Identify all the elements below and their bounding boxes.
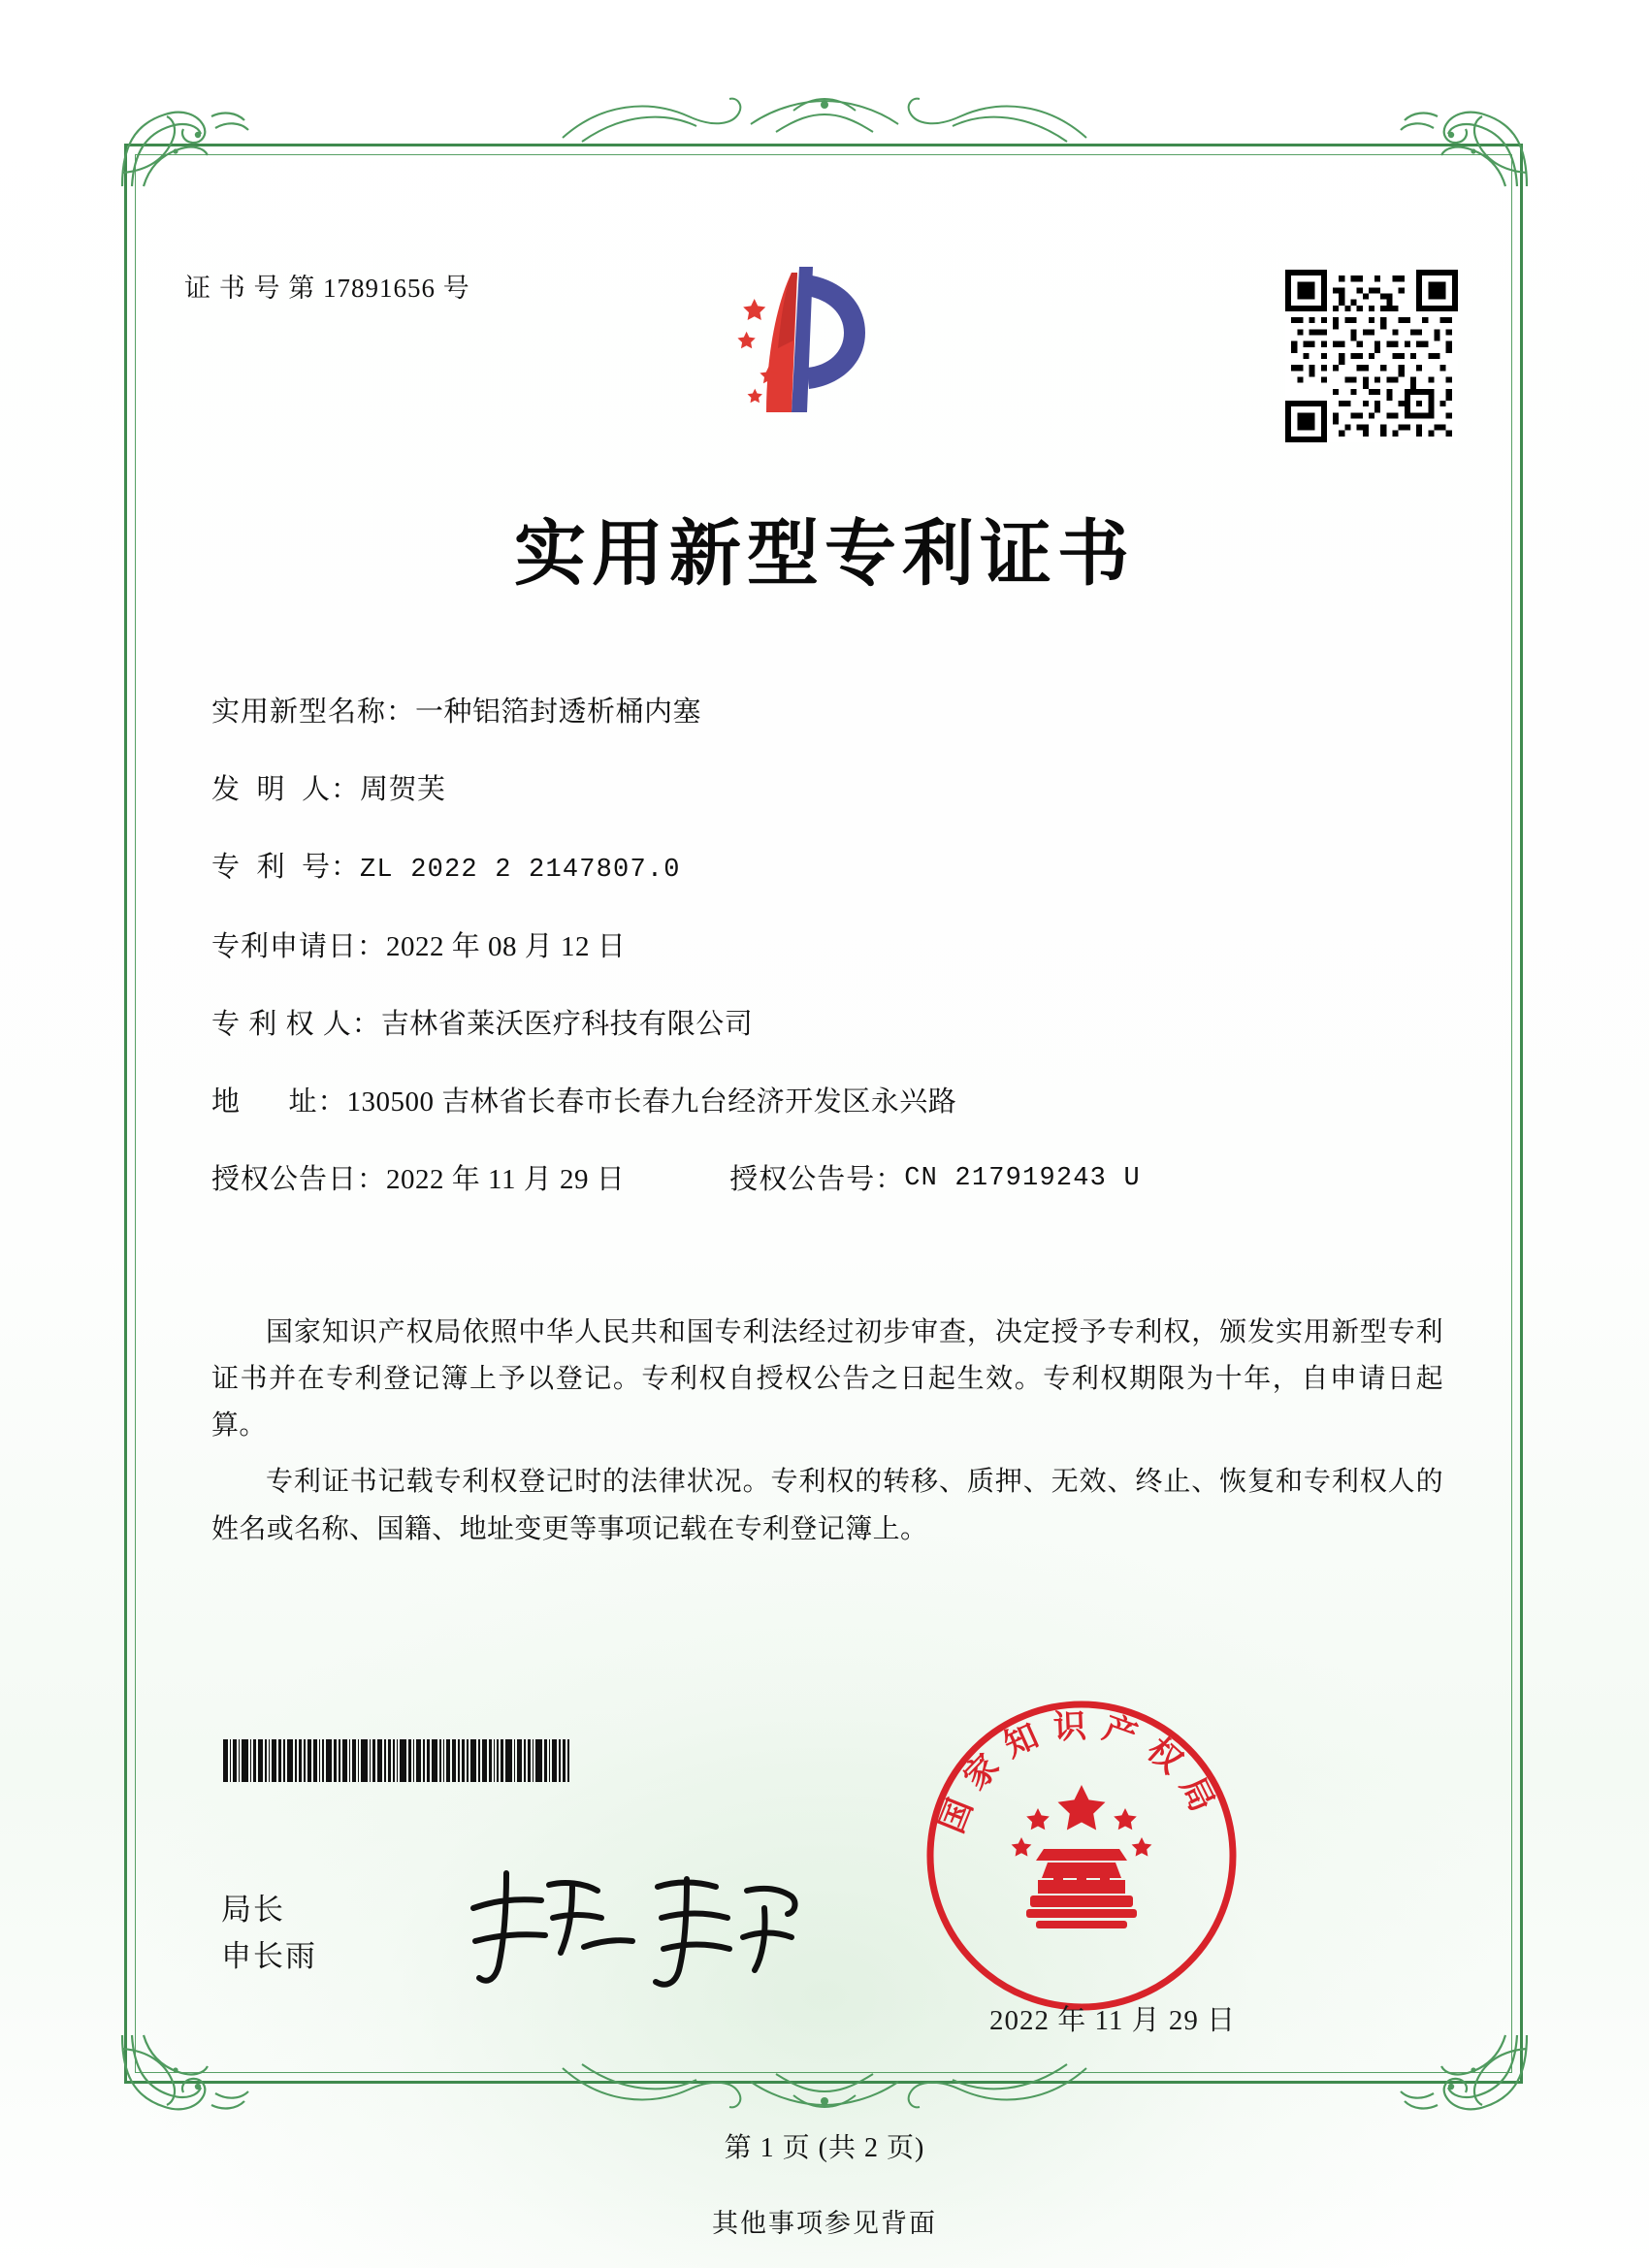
field-label: 地 址： [211,1086,347,1118]
field-value: 2022 年 11 月 29 日 [386,1164,626,1196]
field-label: 专 利 号： [211,852,361,884]
field-label: 授权公告日： [211,1164,387,1196]
cnipa-patent-logo-icon [698,247,892,427]
announcement-number-group [729,1161,1141,1199]
field-value: 一种铝箔封透析桶内塞 [415,697,702,728]
bottom-ornament-icon [543,2055,1106,2124]
field-value: CN 217919243 U [904,1164,1141,1194]
page-indicator: 第 1 页 (共 2 页) [724,2133,925,2163]
field-label: 授权公告号： [729,1164,905,1196]
announcement-date-group [211,1161,625,1199]
field-value: ZL 2022 2 2147807.0 [360,856,681,886]
field-row [211,849,1453,888]
page-title: 实用新型专利证书 [514,512,1135,596]
field-value: 130500 吉林省长春市长春九台经济开发区永兴路 [346,1086,957,1118]
field-row [211,1084,1453,1121]
field-value: 2022 年 08 月 12 日 [386,930,627,962]
field-row [211,1006,1453,1044]
handwritten-signature-icon [456,1858,805,1993]
field-row [211,694,1453,731]
field-row [211,771,1453,809]
field-list [211,694,1453,1239]
field-label: 专利申请日： [211,930,387,962]
field-value: 吉林省莱沃医疗科技有限公司 [380,1008,754,1040]
director-name: 申长雨 [221,1939,317,1974]
field-row-announcement [211,1161,1453,1199]
back-note: 其他事项参见背面 [712,2209,937,2238]
qr-code-icon [1285,270,1458,442]
legal-text [211,1310,1443,1563]
director-title: 局长 [221,1893,285,1927]
paragraph: 专利证书记载专利权登记时的法律状况。专利权的转移、质押、无效、终止、恢复和专利权人的姓名或名称、国籍、地址变更等事项记载在专利登记簿上。 [211,1467,1443,1544]
paragraph: 国家知识产权局依照中华人民共和国专利法经过初步审查，决定授予专利权，颁发实用新型专利证书并在专利登记簿上予以登记。专利权自授权公告之日起生效。专利权期限为十年，自申请日起算。 [211,1317,1443,1442]
field-value: 周贺芙 [360,774,446,806]
field-row [211,928,1453,966]
certificate-number: 证 书 号 第 17891656 号 [184,274,470,303]
svg-text:国家知识产权局: 国家知识产权局 [932,1706,1228,1839]
top-ornament-icon [543,81,1106,151]
cnipa-official-seal-icon [922,1696,1242,2016]
barcode-icon [223,1739,630,1782]
field-label: 专 利 权 人： [211,1008,381,1040]
field-label: 发 明 人： [211,774,361,806]
field-label: 实用新型名称： [211,697,416,728]
signature-block [221,1887,317,1980]
seal-date: 2022 年 11 月 29 日 [989,2005,1237,2036]
